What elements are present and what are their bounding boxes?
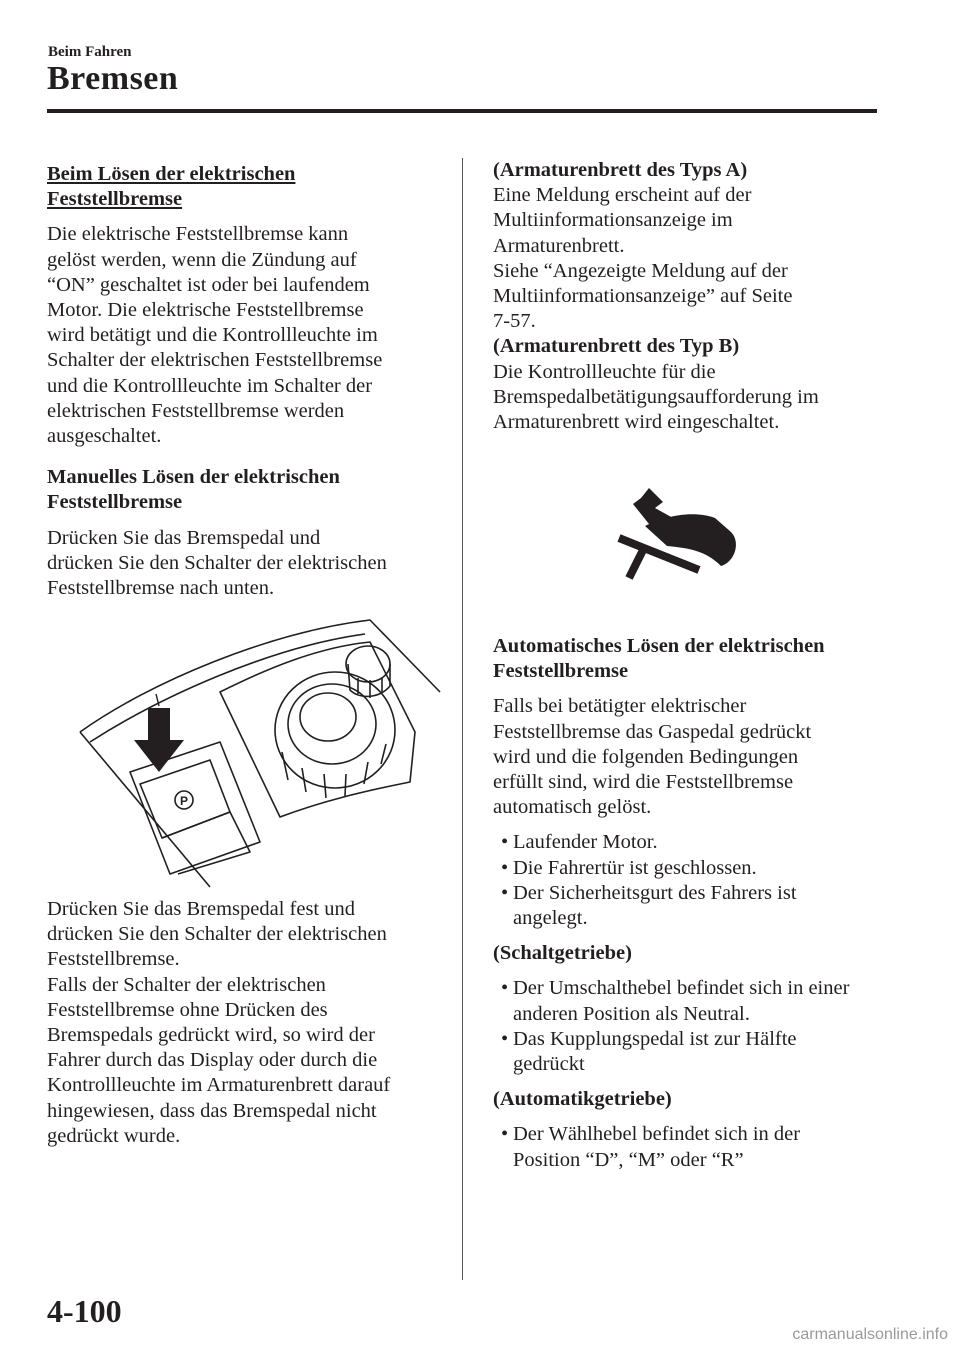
heading-release: Beim Lösen der elektrischen [47,163,296,185]
column-divider [462,158,463,1280]
paragraph-type-b: Die Kontrollleuchte für die Bremspedalbetätigungsaufforderung im Armaturenbrett wird eingeschaltet. [493,360,819,434]
watermark: carmanualsonline.info [792,1326,948,1343]
subheading-type-b: (Armaturenbrett des Typ B) [493,335,740,358]
subheading-type-a: (Armaturenbrett des Typs A) [493,159,748,181]
left-column-bottom [47,897,447,1149]
list-item: • Der Umschalthebel befindet sich in einer anderen Position als Neutral. [501,977,850,1025]
list-item: • Die Fahrertür ist geschlossen. [501,856,757,879]
heading-manual-release: Manuelles Lösen der elektrischen [47,466,340,489]
paragraph-manual: Drücken Sie das Bremspedal und drücken Sie den Schalter der elektrischen Feststellbremse nach unten. [47,526,387,600]
manual-transmission-list [493,976,893,1077]
header-rule [47,109,877,113]
paragraph-type-a: Eine Meldung erscheint auf der Multiinformationsanzeige im Armaturenbrett. Siehe “Angezeigte Meldung auf der Multiinformationsanzeige” auf Seite 7-57. [493,184,793,333]
conditions-list [493,830,893,931]
section-label: Beim Fahren [48,44,132,60]
list-item: • Der Wählhebel befindet sich in der Position “D”, “M” oder “R” [501,1123,801,1171]
paragraph-press-firmly: Drücken Sie das Bremspedal fest und drücken Sie den Schalter der elektrischen Feststellbremse. Falls der Schalter der elektrischen Feststellbremse ohne Drücken des Bremspedals gedrückt wird, so wird der Fahrer durch das Display oder durch die Kontrollleuchte im Armaturenbrett darauf hingewiesen, dass das Bremspedal nicht gedrückt wurde. [47,898,391,1147]
left-column [47,162,447,601]
page-title: Bremsen [47,60,179,97]
heading-manual-release-line2: Feststellbremse [47,491,183,514]
heading-release-line2: Feststellbremse [47,188,183,211]
paragraph-auto-release: Falls bei betätigter elektrischer Feststellbremse das Gaspedal gedrückt wird und die folgenden Bedingungen erfüllt sind, wird die Feststellbremse automatisch gelöst. [493,695,812,819]
p-symbol-label: P [179,794,189,808]
list-item: • Der Sicherheitsgurt des Fahrers ist angelegt. [501,881,797,930]
automatic-transmission-list [493,1122,893,1172]
arrow-down-icon [134,708,184,772]
page-number: 4-100 [47,1293,122,1329]
subheading-manual-transmission: (Schaltgetriebe) [493,942,632,965]
paragraph-release: Die elektrische Feststellbremse kann gelöst werden, wenn die Zündung auf “ON” geschaltet ist oder bei laufendem Motor. Die elektrische Feststellbremse wird betätigt und die Kontrollleuchte im Schalter der elektrischen Feststellbremse und die Kontrollleuchte im Schalter der elektrischen Feststellbremse werden ausgeschaltet. [47,223,383,448]
list-item: • Laufender Motor. [501,831,658,854]
right-column [493,158,893,435]
right-column-bottom [493,634,893,1173]
parking-brake-switch-illustration [70,612,450,892]
subheading-automatic-transmission: (Automatikgetriebe) [493,1088,672,1111]
brake-pedal-warning-icon [615,488,745,583]
heading-auto-release-line2: Feststellbremse [493,660,629,683]
list-item: • Das Kupplungspedal ist zur Hälfte gedrückt [501,1027,797,1076]
heading-auto-release: Automatisches Lösen der elektrischen [493,635,825,657]
